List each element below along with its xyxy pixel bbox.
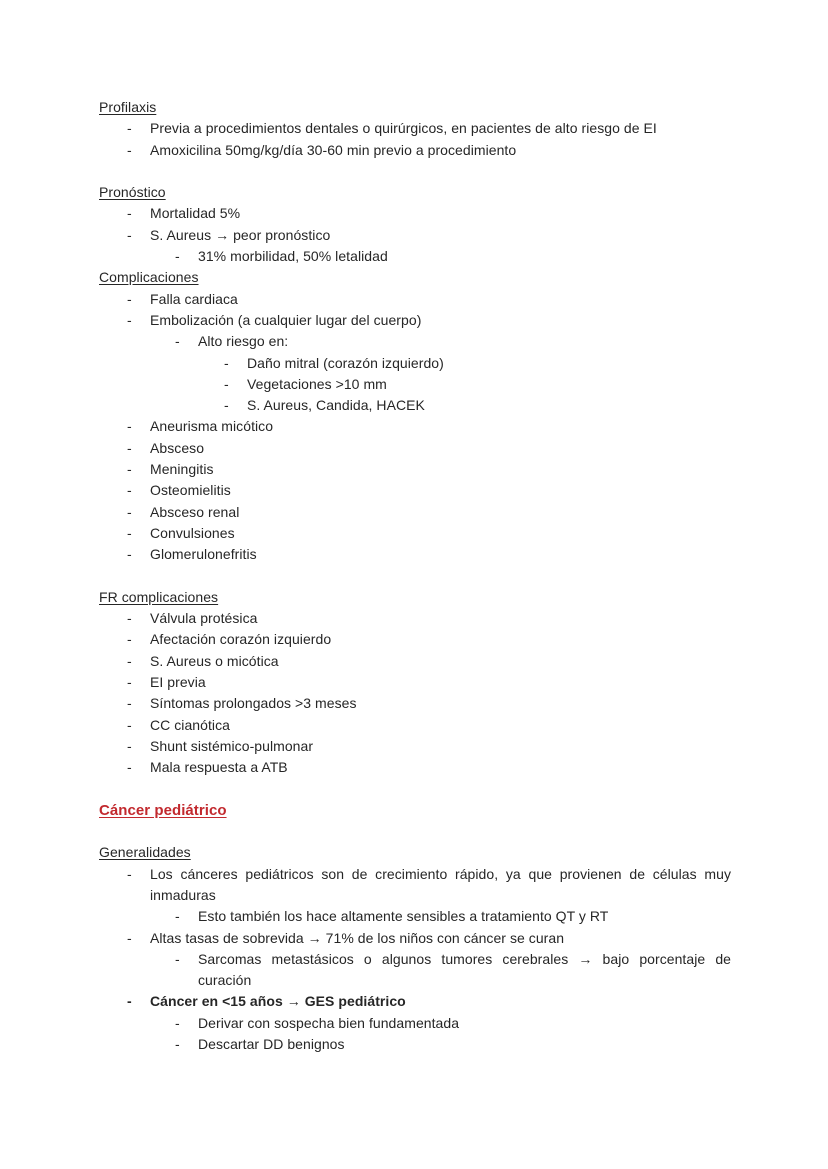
bullet-item bbox=[99, 459, 731, 480]
bullet-text: Alto riesgo en: bbox=[198, 333, 289, 350]
bullet-item bbox=[99, 310, 731, 331]
bullet-text: Sarcomas metastásicos o algunos tumores cerebrales → bajo porcentaje de curación bbox=[198, 950, 731, 989]
blank-line bbox=[99, 821, 731, 842]
bullet-item bbox=[99, 1034, 731, 1055]
bullet-item bbox=[99, 949, 731, 992]
bullet-item bbox=[99, 246, 731, 267]
bullet-item bbox=[99, 715, 731, 736]
bullet-dash: - bbox=[224, 375, 229, 392]
bullet-text: Meningitis bbox=[150, 461, 214, 478]
bullet-item bbox=[99, 140, 731, 161]
bullet-dash: - bbox=[224, 354, 229, 371]
bullet-dash: - bbox=[175, 248, 180, 265]
bullet-dash: - bbox=[175, 1014, 180, 1031]
bullet-dash: - bbox=[175, 333, 180, 350]
bullet-text: Convulsiones bbox=[150, 524, 235, 541]
bullet-dash: - bbox=[127, 205, 132, 222]
bullet-dash: - bbox=[127, 503, 132, 520]
section-heading bbox=[99, 842, 731, 863]
bullet-dash: - bbox=[127, 311, 132, 328]
bullet-text: Mala respuesta a ATB bbox=[150, 759, 288, 776]
bullet-item bbox=[99, 693, 731, 714]
bullet-item bbox=[99, 544, 731, 565]
bullet-dash: - bbox=[127, 482, 132, 499]
bullet-item bbox=[99, 416, 731, 437]
bullet-dash: - bbox=[127, 290, 132, 307]
bullet-item bbox=[99, 864, 731, 907]
section-heading bbox=[99, 267, 731, 288]
bullet-item bbox=[99, 672, 731, 693]
heading-text: Pronóstico bbox=[99, 184, 166, 201]
bullet-item bbox=[99, 906, 731, 927]
bullet-text: Síntomas prolongados >3 meses bbox=[150, 695, 357, 712]
bullet-text: Shunt sistémico-pulmonar bbox=[150, 737, 314, 754]
bullet-text: Válvula protésica bbox=[150, 610, 258, 627]
bullet-text: Previa a procedimientos dentales o quirúrgicos, en pacientes de alto riesgo de EI bbox=[150, 120, 657, 137]
bullet-item bbox=[99, 438, 731, 459]
bullet-text: CC cianótica bbox=[150, 716, 230, 733]
bullet-text: S. Aureus o micótica bbox=[150, 652, 279, 669]
bullet-text: Daño mitral (corazón izquierdo) bbox=[247, 354, 444, 371]
bullet-text: Aneurisma micótico bbox=[150, 418, 274, 435]
bullet-item bbox=[99, 928, 731, 949]
bullet-item bbox=[99, 353, 731, 374]
heading-text: FR complicaciones bbox=[99, 588, 219, 605]
bullet-dash: - bbox=[127, 439, 132, 456]
bullet-dash: - bbox=[127, 716, 132, 733]
section-heading bbox=[99, 97, 731, 118]
blank-line bbox=[99, 161, 731, 182]
bullet-dash: - bbox=[127, 226, 132, 243]
bullet-item bbox=[99, 1013, 731, 1034]
bullet-dash: - bbox=[127, 759, 132, 776]
bullet-dash: - bbox=[224, 397, 229, 414]
bullet-text: Glomerulonefritis bbox=[150, 546, 257, 563]
bullet-item bbox=[99, 991, 731, 1012]
bullet-text: Los cánceres pediátricos son de crecimiento rápido, ya que provienen de células muy inmaduras bbox=[150, 865, 731, 903]
bullet-item bbox=[99, 480, 731, 501]
bullet-dash: - bbox=[175, 1036, 180, 1053]
bullet-text: Derivar con sospecha bien fundamentada bbox=[198, 1014, 460, 1031]
heading-text: Cáncer pediátrico bbox=[99, 801, 227, 819]
bullet-dash: - bbox=[127, 610, 132, 627]
bullet-item bbox=[99, 651, 731, 672]
bullet-dash: - bbox=[127, 546, 132, 563]
bullet-text: Afectación corazón izquierdo bbox=[150, 631, 332, 648]
bullet-dash: - bbox=[127, 141, 132, 158]
bullet-text: Amoxicilina 50mg/kg/día 30-60 min previo a procedimiento bbox=[150, 141, 517, 158]
bullet-text: Absceso bbox=[150, 439, 205, 456]
heading-text: Generalidades bbox=[99, 844, 191, 861]
bullet-item bbox=[99, 523, 731, 544]
document-page bbox=[99, 97, 731, 1055]
bullet-text: Altas tasas de sobrevida → 71% de los niños con cáncer se curan bbox=[150, 929, 565, 946]
bullet-dash: - bbox=[127, 737, 132, 754]
bullet-dash: - bbox=[127, 929, 132, 946]
bullet-item bbox=[99, 374, 731, 395]
bullet-dash: - bbox=[127, 695, 132, 712]
bullet-item bbox=[99, 331, 731, 352]
bullet-item bbox=[99, 203, 731, 224]
blank-line bbox=[99, 566, 731, 587]
bullet-item bbox=[99, 757, 731, 778]
bullet-text: Absceso renal bbox=[150, 503, 240, 520]
heading-text: Profilaxis bbox=[99, 99, 157, 115]
bullet-text: EI previa bbox=[150, 674, 206, 691]
blank-line bbox=[99, 779, 731, 800]
bullet-text: Osteomielitis bbox=[150, 482, 231, 499]
bullet-dash: - bbox=[127, 120, 132, 137]
bullet-text: 31% morbilidad, 50% letalidad bbox=[198, 248, 388, 265]
bullet-text: Mortalidad 5% bbox=[150, 205, 241, 222]
bullet-text: Vegetaciones >10 mm bbox=[247, 375, 387, 392]
bullet-item bbox=[99, 736, 731, 757]
heading-text: Complicaciones bbox=[99, 269, 199, 286]
bullet-item bbox=[99, 289, 731, 310]
bullet-text: Falla cardiaca bbox=[150, 290, 238, 307]
bullet-text: Esto también los hace altamente sensibles a tratamiento QT y RT bbox=[198, 908, 609, 925]
bullet-dash: - bbox=[127, 674, 132, 691]
bullet-text: S. Aureus, Candida, HACEK bbox=[247, 397, 425, 414]
red-section-title bbox=[99, 800, 731, 821]
bullet-text: S. Aureus → peor pronóstico bbox=[150, 226, 331, 243]
bullet-dash: - bbox=[127, 652, 132, 669]
section-heading bbox=[99, 587, 731, 608]
bullet-item bbox=[99, 118, 731, 139]
bullet-item bbox=[99, 502, 731, 523]
bullet-dash: - bbox=[127, 418, 132, 435]
bullet-text: Embolización (a cualquier lugar del cuerpo) bbox=[150, 311, 422, 328]
bullet-dash: - bbox=[175, 950, 180, 967]
bullet-dash: - bbox=[127, 461, 132, 478]
bullet-dash: - bbox=[127, 524, 132, 541]
section-heading bbox=[99, 182, 731, 203]
bullet-text: Cáncer en <15 años → GES pediátrico bbox=[150, 993, 406, 1010]
bullet-dash: - bbox=[175, 908, 180, 925]
bullet-dash: - bbox=[127, 865, 132, 882]
bullet-text: Descartar DD benignos bbox=[198, 1036, 345, 1053]
bullet-dash: - bbox=[127, 993, 132, 1010]
bullet-item bbox=[99, 629, 731, 650]
bullet-item bbox=[99, 608, 731, 629]
bullet-dash: - bbox=[127, 631, 132, 648]
bullet-item bbox=[99, 395, 731, 416]
bullet-item bbox=[99, 225, 731, 246]
